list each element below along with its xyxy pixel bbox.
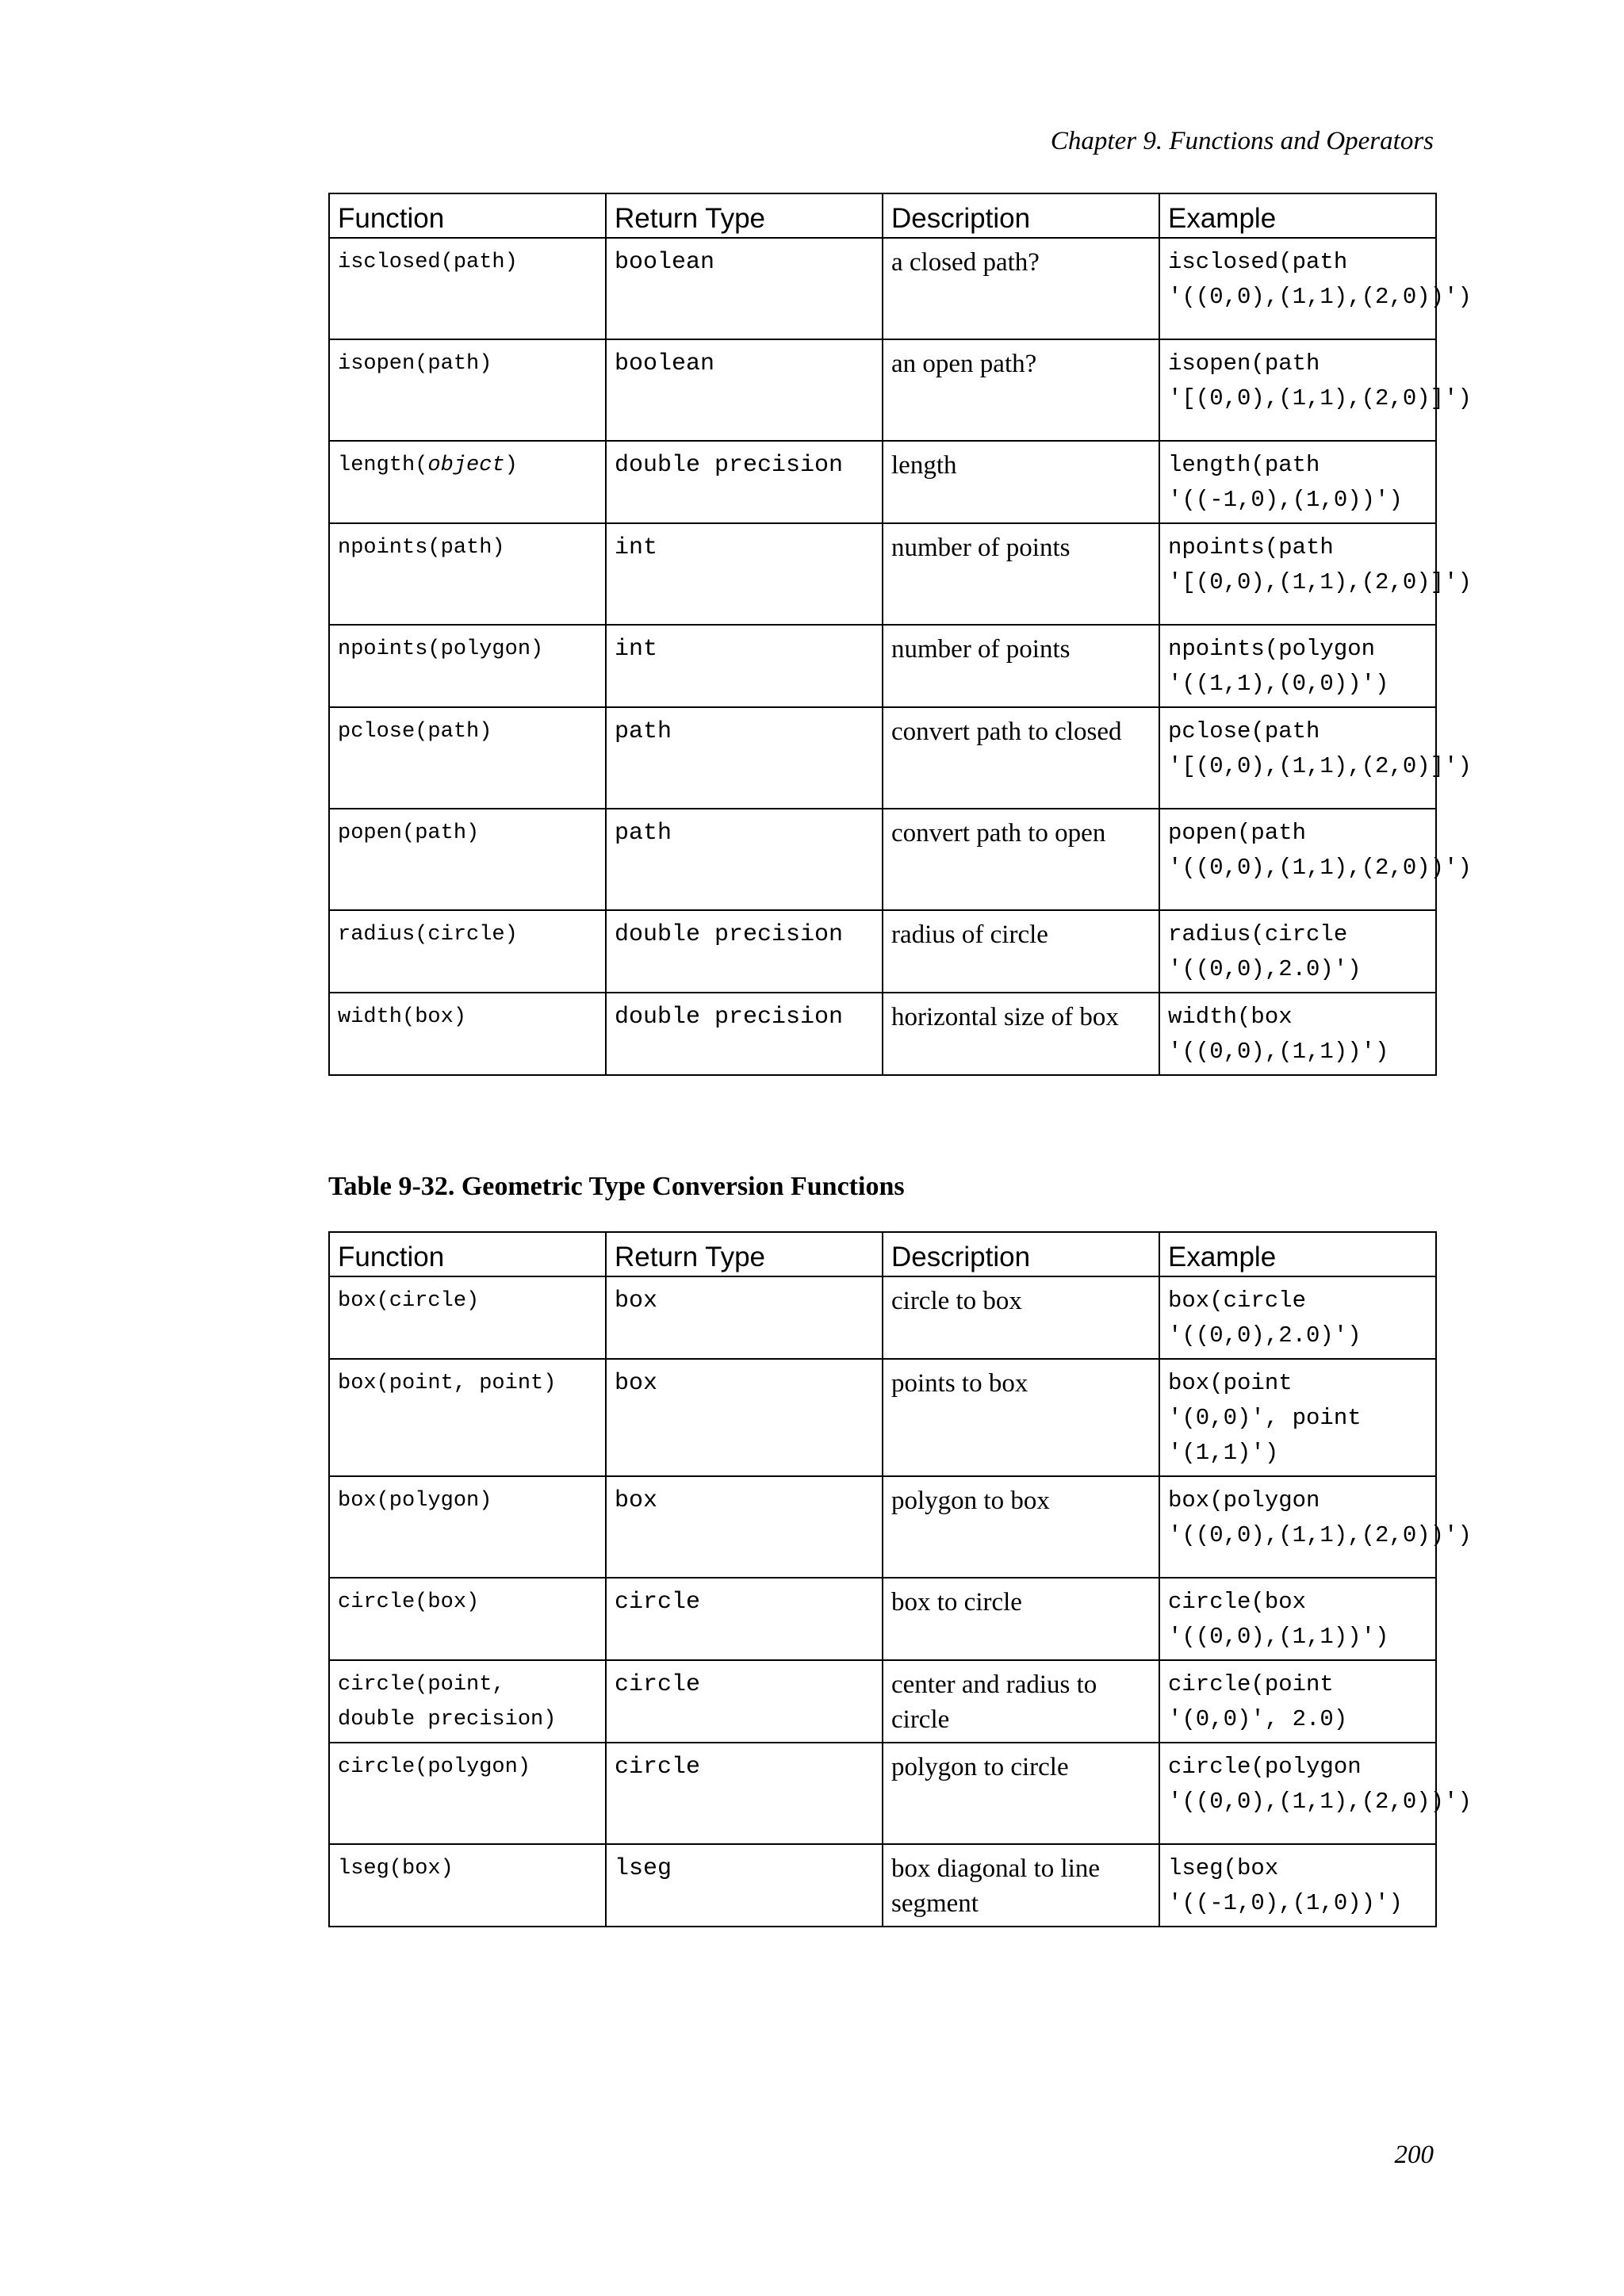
function-cell: isopen(path)	[329, 339, 606, 441]
function-cell: box(point, point)	[329, 1359, 606, 1476]
return-type-cell: box	[606, 1359, 883, 1476]
geometric-functions-table	[328, 193, 1472, 1076]
description-cell: a closed path?	[883, 238, 1159, 339]
page-number: 200	[1394, 2141, 1434, 2169]
function-argument: object	[427, 453, 505, 477]
description-cell: number of points	[883, 523, 1159, 625]
example-cell: npoints(polygon '((1,1),(0,0))')	[1159, 625, 1436, 707]
function-cell: popen(path)	[329, 809, 606, 910]
function-cell: width(box)	[329, 993, 606, 1075]
table-row	[329, 1660, 1436, 1743]
table-row	[329, 1359, 1436, 1476]
description-cell: polygon to box	[883, 1476, 1159, 1578]
column-header: Example	[1159, 193, 1436, 238]
example-cell: circle(box '((0,0),(1,1))')	[1159, 1578, 1436, 1660]
function-cell: circle(box)	[329, 1578, 606, 1660]
column-header: Function	[329, 1232, 606, 1276]
table-row	[329, 1844, 1436, 1927]
table-row	[329, 523, 1436, 625]
function-close-paren: )	[504, 453, 518, 477]
example-cell: isclosed(path '((0,0),(1,1),(2,0))')	[1159, 238, 1436, 339]
table-row	[329, 1476, 1436, 1578]
description-cell: length	[883, 441, 1159, 523]
table-row	[329, 809, 1436, 910]
return-type-cell: boolean	[606, 238, 883, 339]
function-cell: circle(point, double precision)	[329, 1660, 606, 1743]
table-row	[329, 1578, 1436, 1660]
description-cell: convert path to closed	[883, 707, 1159, 809]
return-type-cell: circle	[606, 1743, 883, 1844]
return-type-cell: circle	[606, 1578, 883, 1660]
column-header: Return Type	[606, 1232, 883, 1276]
function-cell	[329, 441, 606, 523]
table-header-row	[329, 193, 1436, 238]
function-cell: circle(polygon)	[329, 1743, 606, 1844]
function-cell: lseg(box)	[329, 1844, 606, 1927]
return-type-cell: double precision	[606, 993, 883, 1075]
column-header: Description	[883, 193, 1159, 238]
function-cell: radius(circle)	[329, 910, 606, 993]
description-cell: polygon to circle	[883, 1743, 1159, 1844]
example-cell: npoints(path '[(0,0),(1,1),(2,0)]')	[1159, 523, 1436, 625]
column-header: Return Type	[606, 193, 883, 238]
table-row	[329, 441, 1436, 523]
return-type-cell: path	[606, 707, 883, 809]
function-cell: npoints(polygon)	[329, 625, 606, 707]
return-type-cell: double precision	[606, 910, 883, 993]
column-header: Description	[883, 1232, 1159, 1276]
function-cell: isclosed(path)	[329, 238, 606, 339]
example-cell: isopen(path '[(0,0),(1,1),(2,0)]')	[1159, 339, 1436, 441]
table-row	[329, 1743, 1436, 1844]
description-cell: box to circle	[883, 1578, 1159, 1660]
function-cell: npoints(path)	[329, 523, 606, 625]
return-type-cell: boolean	[606, 339, 883, 441]
description-cell: radius of circle	[883, 910, 1159, 993]
example-cell: radius(circle '((0,0),2.0)')	[1159, 910, 1436, 993]
return-type-cell: double precision	[606, 441, 883, 523]
description-cell: box diagonal to line segment	[883, 1844, 1159, 1927]
function-cell: box(circle)	[329, 1276, 606, 1359]
example-cell: circle(point '(0,0)', 2.0)	[1159, 1660, 1436, 1743]
description-cell: convert path to open	[883, 809, 1159, 910]
example-cell: box(circle '((0,0),2.0)')	[1159, 1276, 1436, 1359]
table-row	[329, 339, 1436, 441]
return-type-cell: box	[606, 1476, 883, 1578]
description-cell: center and radius to circle	[883, 1660, 1159, 1743]
return-type-cell: int	[606, 523, 883, 625]
example-cell: box(polygon '((0,0),(1,1),(2,0))')	[1159, 1476, 1436, 1578]
description-cell: number of points	[883, 625, 1159, 707]
example-cell: popen(path '((0,0),(1,1),(2,0))')	[1159, 809, 1436, 910]
description-cell: points to box	[883, 1359, 1159, 1476]
return-type-cell: path	[606, 809, 883, 910]
table-row	[329, 993, 1436, 1075]
example-cell: box(point '(0,0)', point '(1,1)')	[1159, 1359, 1436, 1476]
return-type-cell: circle	[606, 1660, 883, 1743]
return-type-cell: lseg	[606, 1844, 883, 1927]
chapter-header: Chapter 9. Functions and Operators	[1050, 127, 1434, 155]
function-name: length(	[338, 453, 428, 477]
table-row	[329, 238, 1436, 339]
description-cell: horizontal size of box	[883, 993, 1159, 1075]
table-row	[329, 625, 1436, 707]
return-type-cell: int	[606, 625, 883, 707]
table-row	[329, 1276, 1436, 1359]
function-cell: pclose(path)	[329, 707, 606, 809]
table-row	[329, 707, 1436, 809]
table-row	[329, 910, 1436, 993]
example-cell: pclose(path '[(0,0),(1,1),(2,0)]')	[1159, 707, 1436, 809]
example-cell: width(box '((0,0),(1,1))')	[1159, 993, 1436, 1075]
table-title: Table 9-32. Geometric Type Conversion Functions	[328, 1172, 905, 1201]
example-cell: length(path '((-1,0),(1,0))')	[1159, 441, 1436, 523]
example-cell: circle(polygon '((0,0),(1,1),(2,0))')	[1159, 1743, 1436, 1844]
conversion-functions-table	[328, 1231, 1472, 1927]
description-cell: an open path?	[883, 339, 1159, 441]
return-type-cell: box	[606, 1276, 883, 1359]
description-cell: circle to box	[883, 1276, 1159, 1359]
function-cell: box(polygon)	[329, 1476, 606, 1578]
column-header: Function	[329, 193, 606, 238]
table-header-row	[329, 1232, 1436, 1276]
example-cell: lseg(box '((-1,0),(1,0))')	[1159, 1844, 1436, 1927]
column-header: Example	[1159, 1232, 1436, 1276]
